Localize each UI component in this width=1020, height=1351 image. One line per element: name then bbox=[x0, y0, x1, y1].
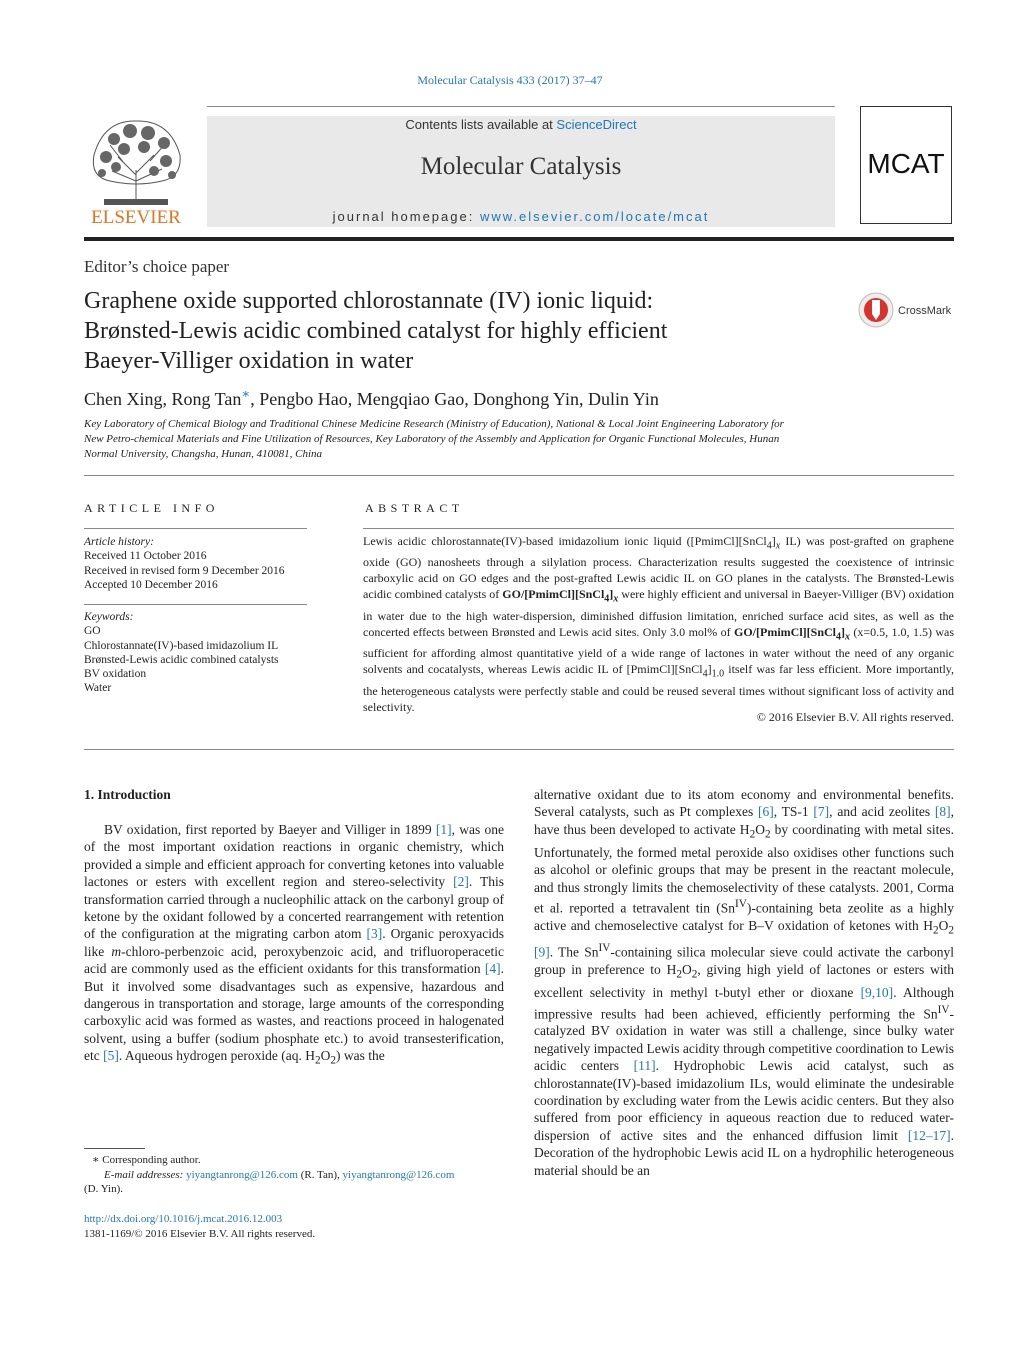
introduction-heading: 1. Introduction bbox=[84, 787, 171, 802]
keyword: GO bbox=[84, 625, 101, 638]
doi-link[interactable]: http://dx.doi.org/10.1016/j.mcat.2016.12.003 bbox=[84, 1213, 283, 1225]
keyword: BV oxidation bbox=[84, 668, 147, 681]
keyword: Water bbox=[84, 682, 112, 695]
citation-link[interactable]: [3] bbox=[366, 926, 383, 942]
elsevier-wordmark: ELSEVIER bbox=[91, 207, 181, 227]
history-item: Accepted 10 December 2016 bbox=[84, 578, 218, 591]
keyword: Brønsted-Lewis acidic combined catalysts bbox=[84, 653, 279, 666]
title-line: Graphene oxide supported chlorostannate (IV) ionic liquid: bbox=[84, 288, 654, 314]
affiliation-line: Key Laboratory of Chemical Biology and Traditional Chinese Medicine Research (Ministry of Education), National & Local Joint Engineering Laboratory for bbox=[84, 418, 784, 430]
journal-reference[interactable]: Molecular Catalysis 433 (2017) 37–47 bbox=[417, 73, 603, 87]
corresponding-author-mark[interactable]: ∗ bbox=[241, 386, 251, 401]
elsevier-tree-logo bbox=[84, 115, 188, 227]
keywords bbox=[84, 610, 314, 696]
body-column-left: BV oxidation, first reported by Baeyer and Villiger in 1899 [1], was one of the most important oxidation reactions in organic chemistry, which provided a simple and efficient approach for converting ketones into valuable lactones or esters with excellent region and stereo-selectivity [2]. This transformation carried through a nucleophilic attack on the carbonyl group of ketone by the oxidant followed by a concerted rearrangement with retention of the configuration at the migrating carbon atom [3]. Organic peroxyacids like m-chloro-perbenzoic acid, peroxybenzoic acid, and trifluoroperacetic acid are commonly used as the efficient oxidants for this transformation [4]. But it involved some disadvantages such as expensive, hazardous and dangerous in transportation and storage, large amounts of the corresponding carboxylic acid was formed as wastes, and reactions proceed in halogenated solvent, using a buffer (sodium phosphate etc.) to avoid transesterification, etc [5]. Aqueous hydrogen peroxide (aq. $H_2O_2$) was the bbox=[84, 822, 504, 1067]
homepage-prefix: journal homepage: bbox=[332, 209, 480, 224]
crossmark-label: CrossMark bbox=[898, 305, 952, 317]
citation-link[interactable]: [12–17] bbox=[907, 1127, 951, 1143]
copyright-notice: © 2016 Elsevier B.V. All rights reserved. bbox=[756, 710, 954, 724]
title-line: Baeyer-Villiger oxidation in water bbox=[84, 348, 414, 374]
divider bbox=[363, 528, 954, 529]
authors-part: , Pengbo Hao, Mengqiao Gao, Donghong Yin, Dulin Yin bbox=[250, 389, 659, 409]
citation-link[interactable]: [2] bbox=[453, 874, 469, 890]
header-rule bbox=[207, 106, 835, 107]
contents-line bbox=[207, 117, 835, 132]
email-link[interactable]: yiyangtanrong@126.com bbox=[186, 1168, 298, 1181]
footnote-mark: ∗ bbox=[92, 1154, 100, 1166]
article-title bbox=[84, 286, 784, 376]
footnote-rule bbox=[84, 1148, 145, 1149]
citation-link[interactable]: [6] bbox=[757, 804, 774, 820]
citation-link[interactable]: [7] bbox=[813, 804, 830, 820]
history-item: Received in revised form 9 December 2016 bbox=[84, 564, 285, 577]
doi-block bbox=[84, 1212, 315, 1241]
email-label: E-mail addresses: bbox=[104, 1168, 184, 1181]
title-line: Brønsted-Lewis acidic combined catalyst for highly efficient bbox=[84, 318, 668, 344]
crossmark-badge[interactable] bbox=[858, 290, 958, 330]
citation-link[interactable]: [5] bbox=[103, 1048, 119, 1064]
journal-badge-text: MCAT bbox=[867, 148, 945, 179]
keywords-label: Keywords: bbox=[84, 611, 134, 623]
affiliation bbox=[84, 417, 844, 462]
keyword: Chlorostannate(IV)-based imidazolium IL bbox=[84, 639, 279, 652]
masthead-rule bbox=[84, 237, 954, 241]
citation-link[interactable]: [9] bbox=[534, 944, 550, 960]
body-column-right: alternative oxidant due to its atom economy and environmental benefits. Several catalysts, such as Pt complexes [6], TS-1 [7], and acid zeolites [8], have thus been developed to activate $H_2O_2$ by coordinating with metal sites. Unfortunately, the formed metal peroxide also oxidises other functions such as alcohol or olefinic groups that may be present in the reactant molecule, and thus strongly limits the chemoselectivity of these catalysts. 2001, Corma et al. reported a tetravalent tin $(Sn^{IV})$-containing beta zeolite as a highly active and chemoselective catalyst for B–V oxidation of ketones with $H_2O_2$ [9]. The $Sn^{IV}$-containing silica molecular sieve could activate the carbonyl group in preference to $H_2O_2$, giving high yield of lactones or esters with excellent selectivity in methyl t-butyl ether or dioxane [9,10]. Although impressive results had been achieved, efficiently performing the $Sn^{IV}$-catalyzed BV oxidation in water was still a challenge, since bulky water negatively impacted Lewis acidity through competitive coordination to Lewis acidic centers [11]. Hydrophobic Lewis acid catalyst, such as chlorostannate(IV)-based imidazolium ILs, would eliminate the undesirable coordination by excluding water from the Lewis acidic centers. But they also suffered from poor efficiency in aqueous reaction due to reduced water-dispersion of active sites and the enhanced diffusion limit [12–17]. Decoration of the hydrophobic Lewis acid IL on a hydrophilic heterogeneous material should be an bbox=[534, 787, 955, 1178]
abstract-text: Lewis acidic chlorostannate(IV)-based imidazolium ionic liquid ($[PmimCl][SnCl_4]_x$ IL) was post-grafted on graphene oxide (GO) nanosheets through a silylation process. Characterization results suggested the coexistence of intrinsic carboxylic acid on GO edges and the post-grafted Lewis acidic IL on GO planes in the catalysts. The Brønsted-Lewis acidic combined catalysts of $GO/[PmimCl][SnCl_4]_x$ were highly efficient and universal in Baeyer-Villiger (BV) oxidation in water due to the high water-dispersion, diminished diffusion limitation, enriched surface acid sites, as well as the concerted effects between Brønsted and Lewis acid sites. Only 3.0 mol% of $GO/[PmimCl][SnCl_4]_x$ (x=0.5, 1.0, 1.5) was sufficient for affording almost quantitative yield of a wide range of lactones in water without the need of any organic solvents and cocatalysts, whereas Lewis acidic IL of $[PmimCl][SnCl_4]_{1.0}$ itself was far less efficient. More importantly, the heterogeneous catalysts were perfectly stable and could be reused several times without significant loss of activity and selectivity. bbox=[363, 534, 955, 714]
footnote: ∗ Corresponding author. E-mail addresses: yiyangtanrong@126.com (R. Tan), yiyangtanrong@126.com (D. Yin). bbox=[84, 1154, 455, 1195]
divider bbox=[84, 749, 954, 750]
homepage-link[interactable]: www.elsevier.com/locate/mcat bbox=[479, 209, 710, 224]
journal-homepage-line bbox=[207, 209, 835, 224]
article-history bbox=[84, 535, 314, 592]
citation-link[interactable]: [1] bbox=[435, 822, 452, 837]
article-info-heading: ARTICLE INFO bbox=[84, 501, 219, 515]
divider bbox=[84, 475, 954, 476]
author-list bbox=[84, 386, 659, 410]
abstract-heading: ABSTRACT bbox=[365, 501, 464, 515]
citation-link[interactable]: [11] bbox=[633, 1058, 656, 1074]
email-link[interactable]: yiyangtanrong@126.com bbox=[342, 1168, 455, 1181]
section-label: Editor’s choice paper bbox=[84, 257, 230, 276]
citation-link[interactable]: [4] bbox=[484, 961, 501, 977]
contents-prefix: Contents lists available at bbox=[405, 117, 557, 132]
affiliation-line: Normal University, Changsha, Hunan, 410081, China bbox=[84, 448, 323, 460]
sciencedirect-link[interactable]: ScienceDirect bbox=[556, 117, 637, 132]
history-item: Received 11 October 2016 bbox=[84, 550, 207, 563]
citation-link[interactable]: [8] bbox=[934, 804, 951, 820]
corresponding-author-note: Corresponding author. bbox=[99, 1154, 201, 1166]
divider bbox=[84, 604, 307, 605]
issn-line: 1381-1169/© 2016 Elsevier B.V. All rights reserved. bbox=[84, 1227, 316, 1240]
affiliation-line: New Petro-chemical Materials and Fine Utilization of Resources, Key Laboratory of the Assembly and Application for Organic Functional Molecules, Hunan bbox=[84, 433, 780, 445]
divider bbox=[84, 528, 307, 529]
journal-title: Molecular Catalysis bbox=[420, 153, 622, 180]
history-label: Article history: bbox=[84, 536, 154, 548]
citation-link[interactable]: [9,10] bbox=[860, 985, 894, 1001]
authors-part: Chen Xing, Rong Tan bbox=[84, 389, 242, 409]
